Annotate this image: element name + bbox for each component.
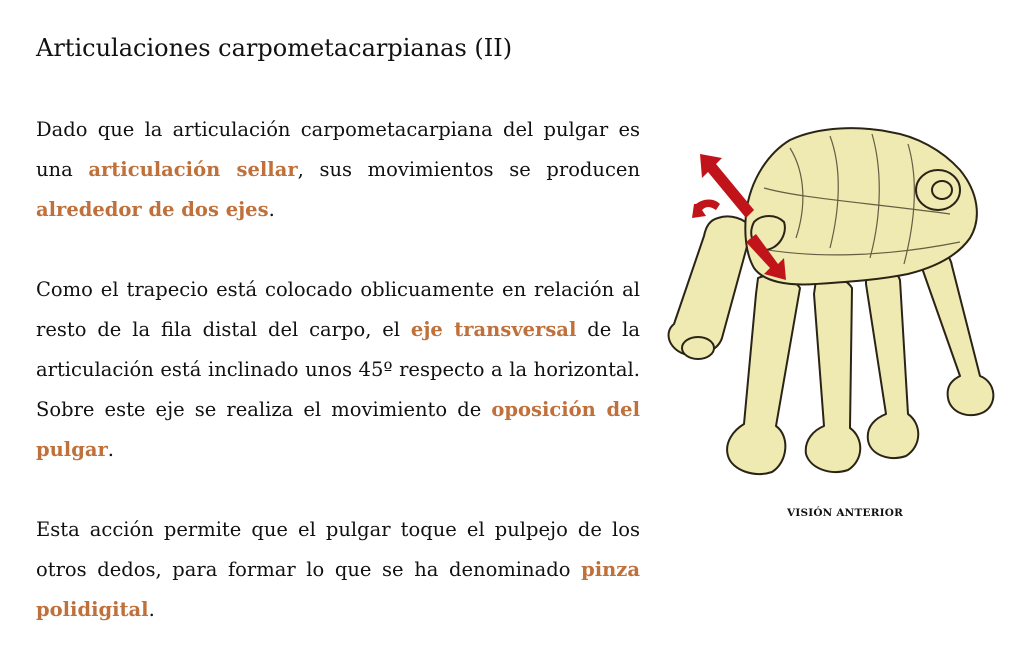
- ring-metacarpal-bone: [866, 267, 918, 459]
- thumb-metacarpal-bone: [669, 216, 752, 355]
- highlight-articulacion-sellar: articulación sellar: [88, 158, 298, 181]
- hamate-hook-bone: [932, 181, 952, 199]
- highlight-dos-ejes: alrededor de dos ejes: [36, 198, 269, 221]
- text: Como el trapecio está colocado oblicuamente en relación al resto de la fila distal del carpo, el: [36, 278, 640, 341]
- text: .: [107, 438, 114, 461]
- paragraph-trapezium-axis: [36, 270, 640, 470]
- little-metacarpal-bone: [922, 249, 993, 415]
- highlight-oposicion-pulgar: oposición del pulgar: [36, 398, 640, 461]
- highlight-pinza-polidigital: pinza polidigital: [36, 558, 640, 621]
- text: , sus movimientos se producen: [297, 158, 640, 181]
- hand-skeleton-figure: [660, 118, 1012, 528]
- text: Dado que la articulación carpometacarpiana del pulgar es una: [36, 118, 640, 181]
- figure-caption: VISIÓN ANTERIOR: [786, 507, 904, 519]
- curved-arrow-icon: [692, 200, 720, 219]
- middle-metacarpal-bone: [806, 277, 861, 472]
- index-metacarpal-bone: [727, 275, 800, 474]
- upper-arrow-icon: [700, 154, 754, 218]
- highlight-eje-transversal: eje transversal: [410, 318, 577, 341]
- page-title: Articulaciones carpometacarpianas (II): [36, 34, 513, 62]
- hand-bones-illustration: [660, 118, 1012, 528]
- text: de la articulación está inclinado unos 45º respecto a la horizontal. Sobre este eje se realiza el movimiento de: [36, 318, 640, 421]
- paragraph-pinch: [36, 510, 640, 630]
- body-text: [36, 110, 640, 670]
- text: .: [268, 198, 275, 221]
- thumb-base-bone: [682, 337, 714, 359]
- paragraph-saddle-joint: [36, 110, 640, 230]
- text: Esta acción permite que el pulgar toque el pulpejo de los otros dedos, para formar lo que se ha denominado: [36, 518, 640, 581]
- text: .: [148, 598, 155, 621]
